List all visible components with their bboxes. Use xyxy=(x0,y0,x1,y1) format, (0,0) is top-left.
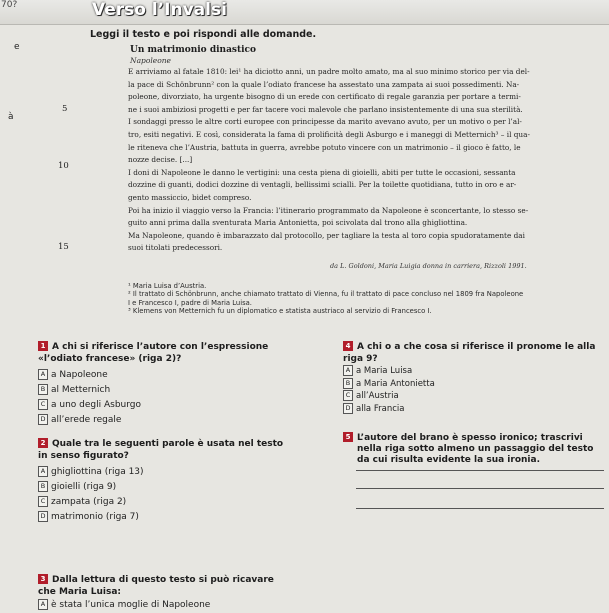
question-2-text: 2 Quale tra le seguenti parole è usata nel testo in senso figurato? xyxy=(38,439,284,461)
question-5-text: 5 L’autore del brano è spesso ironico; trascrivi nella riga sotto almeno un passaggio del testo da cui risulta evidente la sua ironia. xyxy=(343,432,605,466)
footnote: ¹ Maria Luisa d’Austria. xyxy=(128,282,207,290)
passage-line: dozzine di guanti, dodici dozzine di ventagli, bellissimi scialli. Per la toilette quotidiana, tutto in oro e ar- xyxy=(128,180,517,190)
option-c[interactable]: C zampata (riga 2) xyxy=(38,495,328,510)
answer-line[interactable] xyxy=(356,470,604,471)
passage-line: poleone, divorziato, ha urgente bisogno di un erede con certificato di regale garanzia per portare a termi- xyxy=(128,92,521,102)
question-1-text: 1 A chi si riferisce l’autore con l’espressione «l’odiato francese» (riga 2)? xyxy=(38,342,269,364)
question-number: 1 xyxy=(38,341,48,351)
option-b[interactable]: B a Maria Antonietta xyxy=(343,378,605,391)
question-3-text: 3 Dalla lettura di questo testo si può ricavare che Maria Luisa: xyxy=(38,575,274,597)
passage-line: I sondaggi presso le altre corti europee con principesse da marito avevano avuto, per un motivo o per l’al- xyxy=(128,117,522,127)
passage-line: I doni di Napoleone le danno le vertigini: una cesta piena di gioielli, abiti per tutte le occasioni, sessanta xyxy=(128,167,516,177)
footnote: ³ Klemens von Metternich fu un diplomatico e statista austriaco al servizio di Francesco I. xyxy=(128,307,432,316)
question-3 xyxy=(38,574,328,613)
question-4-options xyxy=(343,365,605,415)
answer-line[interactable] xyxy=(356,508,604,509)
question-number: 3 xyxy=(38,574,48,584)
passage-line: nozze decise. [...] xyxy=(128,155,193,165)
passage-line: le riteneva che l’Austria, battuta in guerra, avrebbe potuto vincere con un matrimonio – il gioco è fatto, le xyxy=(128,142,521,152)
option-d[interactable]: D matrimonio (riga 7) xyxy=(38,510,328,525)
footnotes xyxy=(128,282,598,316)
option-d[interactable]: D alla Francia xyxy=(343,403,605,416)
line-number: 5 xyxy=(62,104,68,114)
question-4-text: 4 A chi o a che cosa si riferisce il pronome le alla riga 9? xyxy=(343,342,596,364)
option-a[interactable]: A è stata l’unica moglie di Napoleone xyxy=(38,598,328,613)
passage-line: gento massiccio, bidet compreso. xyxy=(128,192,252,202)
question-1-options xyxy=(38,368,328,428)
option-a[interactable]: A a Napoleone xyxy=(38,368,328,383)
answer-line[interactable] xyxy=(356,488,604,489)
instruction: Leggi il testo e poi rispondi alle domande. xyxy=(90,29,317,40)
option-b[interactable]: B al Metternich xyxy=(38,383,328,398)
option-a[interactable]: A ghigliottina (riga 13) xyxy=(38,465,328,480)
passage-line: Ma Napoleone, quando è imbarazzato dal protocollo, per tagliare la testa al toro copia spudoratamente dai xyxy=(128,230,525,240)
option-a[interactable]: A a Maria Luisa xyxy=(343,365,605,378)
passage-line: Poi ha inizio il viaggio verso la Francia: l’itinerario programmato da Napoleone è sconcertante, lo stesso se- xyxy=(128,205,529,215)
option-b[interactable]: B gioielli (riga 9) xyxy=(38,480,328,495)
passage-line: ne i suoi ambiziosi progetti e per far tacere voci malevole che parlano insistentemente di una sua sterilità. xyxy=(128,104,523,114)
question-3-options xyxy=(38,598,328,613)
passage-line: guito anni prima dalla sventurata Maria Antonietta, poi scivolata dal trono alla ghigliottina. xyxy=(128,218,468,228)
question-1 xyxy=(38,341,328,428)
footnote: I e Francesco I, padre di Maria Luisa. xyxy=(128,298,252,307)
option-c[interactable]: C a uno degli Asburgo xyxy=(38,398,328,413)
text-subtitle: Napoleone xyxy=(130,56,171,65)
passage xyxy=(128,66,596,255)
page-title: Verso l’Invalsi xyxy=(92,0,227,20)
line-number: 15 xyxy=(58,242,69,252)
margin-mark: e xyxy=(14,42,20,52)
margin-mark: à xyxy=(8,112,14,122)
passage-line: suoi titolati predecessori. xyxy=(128,243,223,253)
question-2-options xyxy=(38,465,328,525)
line-number: 10 xyxy=(58,161,69,171)
footnote: ² Il trattato di Schönbrunn, anche chiamato trattato di Vienna, fu il trattato di pace concluso nel 1809 fra Napoleone xyxy=(128,290,524,299)
question-5 xyxy=(343,432,605,466)
passage-line: la pace di Schönbrunn² con la quale l’odiato francese ha assestato una zampata ai suoi possedimenti. Na- xyxy=(128,79,520,89)
question-2 xyxy=(38,438,328,525)
option-c[interactable]: C all’Austria xyxy=(343,390,605,403)
question-number: 4 xyxy=(343,341,353,351)
page-marker: 70? xyxy=(1,0,18,10)
citation: da L. Goldoni, Maria Luigia donna in carriera, Rizzoli 1991. xyxy=(330,262,527,270)
question-number: 2 xyxy=(38,438,48,448)
text-title: Un matrimonio dinastico xyxy=(130,45,257,55)
passage-line: tro, esiti negativi. E così, considerata la fama di prolificità degli Asburgo e i maneggi di Metternich³ – il qua- xyxy=(128,129,530,139)
passage-line: E arriviamo al fatale 1810: lei¹ ha diciotto anni, un padre molto amato, ma al suo minimo storico per via del- xyxy=(128,67,530,76)
option-d[interactable]: D all’erede regale xyxy=(38,413,328,428)
question-4 xyxy=(343,341,605,415)
question-number: 5 xyxy=(343,432,353,442)
